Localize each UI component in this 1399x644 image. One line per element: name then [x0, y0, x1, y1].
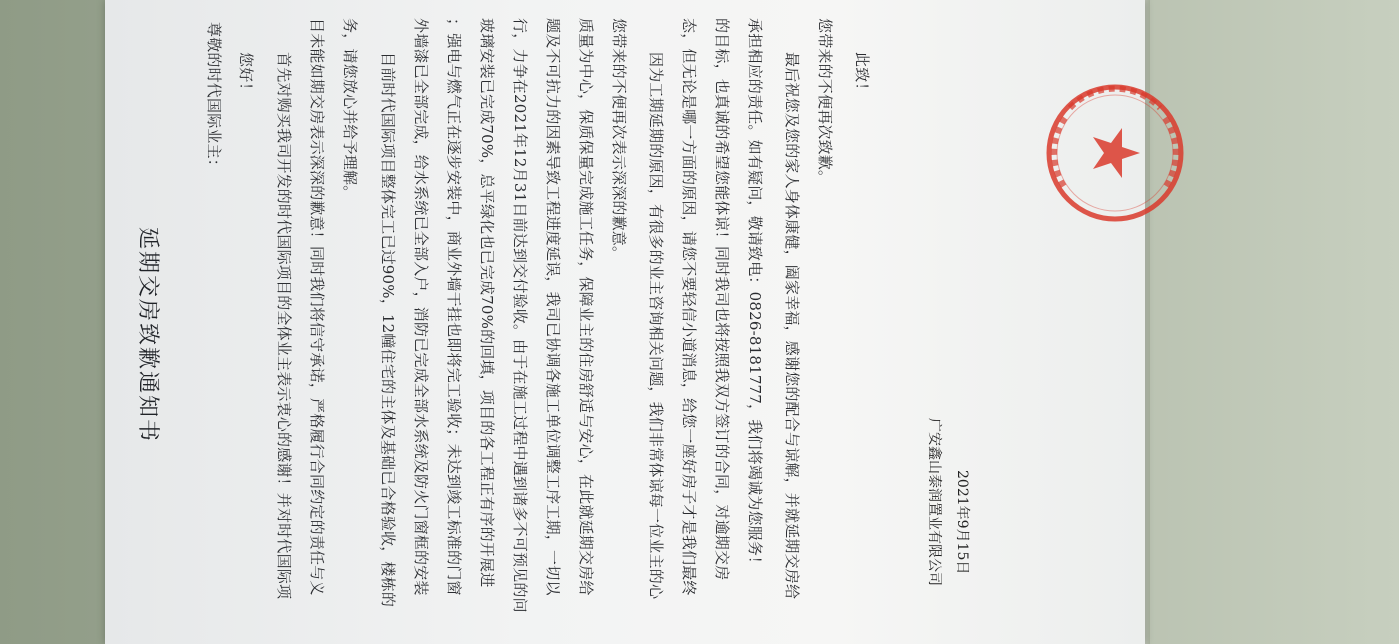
salutation: 尊敬的时代国际业主：: [205, 22, 223, 175]
paragraph-line: 目前时代国际项目整体完工已过90%，12幢住宅的主体及基础已合格验收，楼栋的: [379, 52, 397, 608]
paragraph-line: 玻璃安装已完成70%，总平绿化也已完成70%的回填，项目的各工程正有序的开展进: [478, 18, 496, 588]
paragraph-line: 题及不可抗力的因素导致工程进度延误，我司已协调各施工单位调整工序工期，一切以: [544, 18, 562, 596]
paragraph-line: 最后祝您及您的家人身体康健，阖家幸福，感谢您的配合与谅解，并就延期交房给: [783, 52, 801, 600]
paragraph-line: 承担相应的责任。如有疑问，敬请致电：0826-8181777，我们将竭诚为您服务！: [746, 18, 764, 572]
greeting: 您好！: [237, 52, 255, 98]
paragraph-line: 态，但无论是哪一方面的原因，请您不要轻信小道消息，给您一座好房子才是我们最终: [680, 18, 698, 596]
paragraph-line: 务，请您放心并给予理解。: [341, 18, 359, 201]
paragraph-line: 质量为中心，保质保量完成施工任务，保障业主的住房舒适与安心，在此就延期交房给: [577, 18, 595, 596]
signature-date: 2021年9月15日: [954, 470, 970, 575]
notice-content: [105, 0, 1145, 644]
company-name: 广安鑫山泰润置业有限公司: [926, 418, 942, 586]
paragraph-line: 因为工期延期的原因，有很多的业主咨询相关问题，我们非常体谅每一位业主的心: [647, 52, 665, 600]
paragraph-line: 您带来的不便再次表示深深的歉意。: [610, 18, 628, 262]
paragraph-line: 行，力争在2021年12月31日前达到交付验收。由于在施工过程中遇到诸多不可预见的问: [511, 18, 529, 613]
paragraph-line: 您带来的不便再次致歉。: [816, 18, 834, 186]
paragraph-line: ；强电与燃气正在逐步安装中，商业外墙干挂也即将完工验收；未达到竣工标准的门窗: [445, 18, 463, 596]
closing: 此致！: [853, 52, 871, 98]
notice-title: 延期交房致歉通知书: [135, 226, 160, 443]
paragraph-line: 外墙漆已全部完成，给水系统已全部入户，消防已完成全部水系统及防火门窗框的安装: [412, 18, 430, 596]
paragraph-line: 首先对购买我司开发的时代国际项目的全体业主表示衷心的感谢！并对时代国际项: [275, 52, 293, 600]
paragraph-line: 目未能如期交房表示深深的歉意！同时我们将信守承诺，严格履行合同约定的责任与义: [308, 18, 326, 596]
company-seal: [1040, 78, 1190, 228]
paragraph-line: 的目标，也真诚的希望您能体谅！同时我司也将按照我双方签订的合同，对逾期交房: [713, 18, 731, 581]
